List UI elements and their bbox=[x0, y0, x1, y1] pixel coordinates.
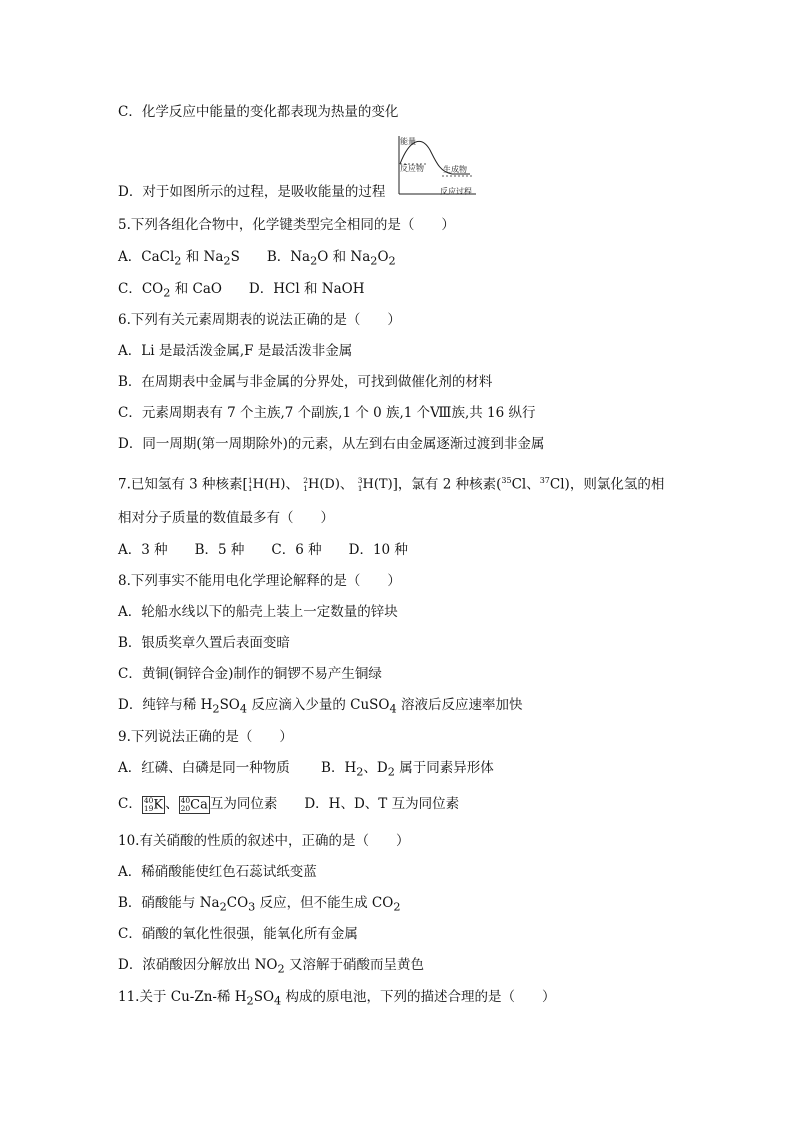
q8-option-d: D．纯锌与稀 $H_2SO_4$ 反应滴入少量的 CuSO$_4$ 溶液后反应速率加快 bbox=[118, 697, 523, 716]
diagram-ylabel: 能量 bbox=[400, 137, 416, 146]
q5-option-ab: A．CaCl$_2$ 和 $Na_2S$ B．$Na_2O$ 和 $Na_2O_2$ bbox=[118, 249, 396, 268]
q9-option-cd: C． 40 19 K 、 40 20 Ca 互为同位素 D．H、D、T 互为同位素 bbox=[118, 795, 460, 813]
question-7-line1: 7.已知氢有 3 种核素[ 1 1 H(H)、 2 1 H(D)、 3 1 H(T)]，氯有 2 种核素($^{35}$Cl、$^{37}$Cl)，则氯化氢的相 bbox=[118, 475, 665, 493]
q6-option-c: C．元素周期表有 7 个主族,7 个副族,1 个 0 族,1 个Ⅷ族,共 16 纵行 bbox=[118, 405, 536, 421]
q7-options: A．3 种 B．5 种 C．6 种 D．10 种 bbox=[118, 542, 408, 558]
option-d-energy: D．对于如图所示的过程，是吸收能量的过程 bbox=[118, 184, 386, 200]
option-c-energy: C．化学反应中能量的变化都表现为热量的变化 bbox=[118, 104, 399, 120]
question-9: 9.下列说法正确的是（ ） bbox=[118, 729, 293, 745]
q6-option-d: D．同一周期(第一周期除外)的元素，从左到右由金属逐渐过渡到非金属 bbox=[118, 436, 545, 452]
question-8: 8.下列事实不能用电化学理论解释的是（ ） bbox=[118, 573, 401, 589]
q6-option-b: B．在周期表中金属与非金属的分界处，可找到做催化剂的材料 bbox=[118, 374, 493, 390]
q10-option-d: D．浓硝酸因分解放出 $NO_2$ 又溶解于硝酸而呈黄色 bbox=[118, 957, 424, 976]
question-7-line2: 相对分子质量的数值最多有（ ） bbox=[118, 510, 334, 526]
diagram-product: 生成物 bbox=[443, 165, 467, 174]
question-5: 5.下列各组化合物中，化学键类型完全相同的是（ ） bbox=[118, 217, 455, 233]
q8-option-a: A．轮船水线以下的船壳上装上一定数量的锌块 bbox=[118, 604, 398, 620]
q10-option-c: C．硝酸的氧化性很强，能氧化所有金属 bbox=[118, 926, 358, 942]
q8-option-c: C．黄铜(铜锌合金)制作的铜锣不易产生铜绿 bbox=[118, 666, 382, 682]
question-6: 6.下列有关元素周期表的说法正确的是（ ） bbox=[118, 312, 401, 328]
q10-option-a: A．稀硝酸能使红色石蕊试纸变蓝 bbox=[118, 864, 317, 880]
q5-option-cd: C．$CO_2$ 和 CaO D．HCl 和 NaOH bbox=[118, 281, 365, 300]
diagram-reactant: 反应物 bbox=[400, 164, 424, 173]
question-10: 10.有关硝酸的性质的叙述中，正确的是（ ） bbox=[118, 833, 410, 849]
q8-option-b: B．银质奖章久置后表面变暗 bbox=[118, 635, 290, 651]
diagram-xlabel: 反应过程 bbox=[440, 187, 472, 196]
question-11: 11.关于 Cu-Zn-稀 $H_2SO_4$ 构成的原电池，下列的描述合理的是（ ） bbox=[118, 989, 556, 1008]
energy-diagram bbox=[396, 134, 478, 198]
q9-option-ab: A．红磷、白磷是同一种物质 B．$H_2$、$D_2$ 属于同素异形体 bbox=[118, 760, 494, 779]
q6-option-a: A．Li 是最活泼金属,F 是最活泼非金属 bbox=[118, 343, 353, 359]
q10-option-b: B．硝酸能与 $Na_2CO_3$ 反应，但不能生成 $CO_2$ bbox=[118, 895, 401, 914]
